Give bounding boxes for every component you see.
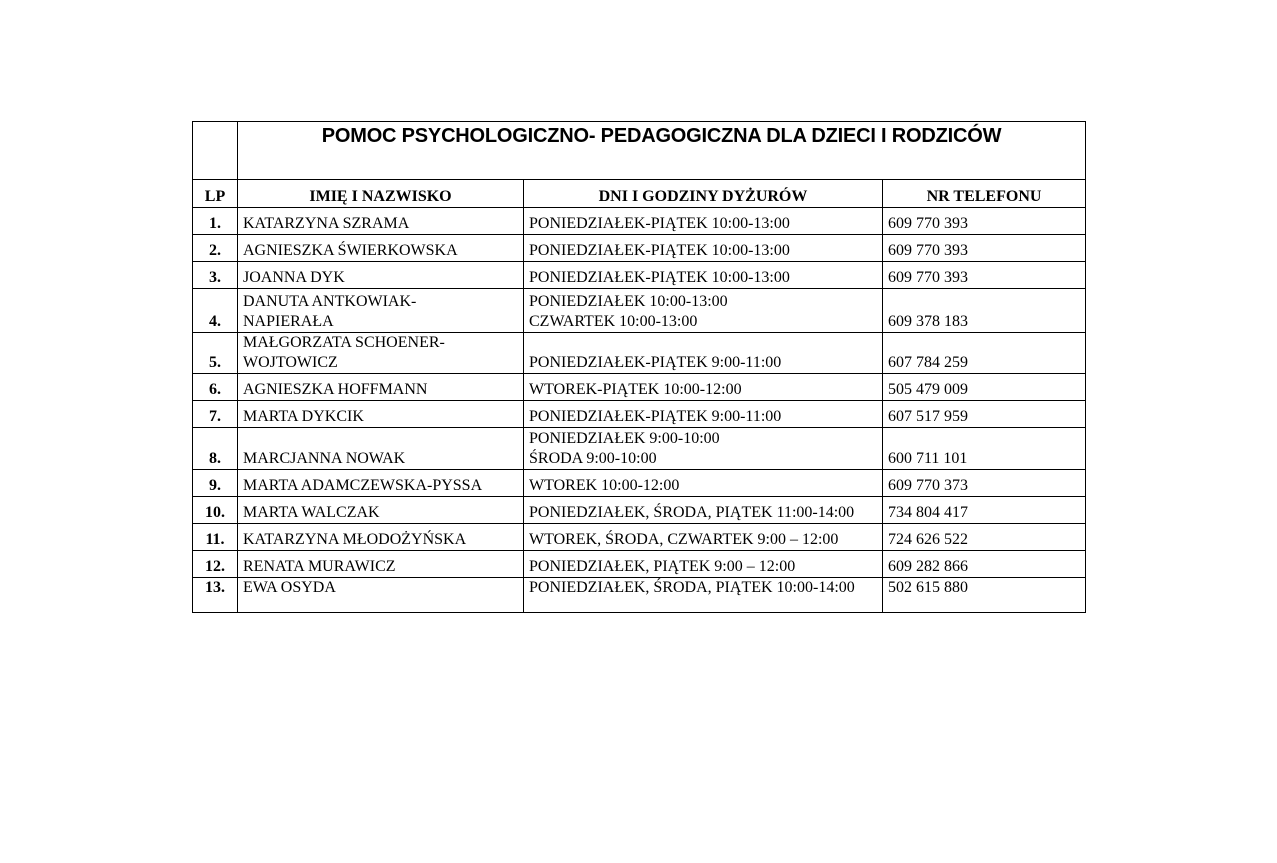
duty-hours-line: CZWARTEK 10:00-13:00 [529, 313, 698, 330]
person-name-line: NAPIERAŁA [243, 313, 334, 330]
duty-hours-line: PONIEDZIAŁEK-PIĄTEK 9:00-11:00 [529, 408, 782, 425]
phone-number: 607 784 259 [883, 333, 1086, 374]
phone-number: 505 479 009 [883, 374, 1086, 401]
duty-hours-cell [524, 289, 883, 333]
title-blank-cell [193, 122, 238, 180]
table-row [193, 551, 1086, 578]
phone-number: 609 770 393 [883, 235, 1086, 262]
person-name-cell [238, 470, 524, 497]
duty-hours-cell [524, 208, 883, 235]
header-hours: DNI I GODZINY DYŻURÓW [524, 180, 883, 208]
duty-hours-line: PONIEDZIAŁEK-PIĄTEK 9:00-11:00 [529, 354, 782, 371]
person-name-line: MARTA DYKCIK [243, 408, 364, 425]
table-row [193, 578, 1086, 613]
phone-number: 502 615 880 [883, 578, 1086, 613]
person-name-line: KATARZYNA SZRAMA [243, 215, 410, 232]
table-row [193, 208, 1086, 235]
duty-hours-line: PONIEDZIAŁEK, ŚRODA, PIĄTEK 11:00-14:00 [529, 504, 855, 521]
table-row [193, 428, 1086, 470]
person-name-line: WOJTOWICZ [243, 354, 338, 371]
duty-hours-cell [524, 262, 883, 289]
person-name-line: AGNIESZKA HOFFMANN [243, 381, 428, 398]
person-name-cell [238, 428, 524, 470]
table-row [193, 374, 1086, 401]
phone-number: 607 517 959 [883, 401, 1086, 428]
row-number: 7. [193, 401, 238, 428]
phone-number: 609 770 373 [883, 470, 1086, 497]
header-name: IMIĘ I NAZWISKO [238, 180, 524, 208]
table-row [193, 289, 1086, 333]
row-number: 6. [193, 374, 238, 401]
phone-number: 724 626 522 [883, 524, 1086, 551]
duty-hours-cell [524, 333, 883, 374]
duty-hours-line: PONIEDZIAŁEK-PIĄTEK 10:00-13:00 [529, 269, 790, 286]
person-name-line: DANUTA ANTKOWIAK- [243, 293, 417, 310]
phone-number: 609 282 866 [883, 551, 1086, 578]
duty-hours-cell [524, 235, 883, 262]
row-number: 1. [193, 208, 238, 235]
duty-hours-cell [524, 578, 883, 613]
duty-hours-cell [524, 497, 883, 524]
person-name-line: RENATA MURAWICZ [243, 558, 396, 575]
row-number: 10. [193, 497, 238, 524]
table-row [193, 401, 1086, 428]
person-name-line: MARTA ADAMCZEWSKA-PYSSA [243, 477, 483, 494]
duty-hours-line: PONIEDZIAŁEK-PIĄTEK 10:00-13:00 [529, 242, 790, 259]
table-row [193, 524, 1086, 551]
title-row [193, 122, 1086, 180]
phone-number: 600 711 101 [883, 428, 1086, 470]
phone-number: 609 378 183 [883, 289, 1086, 333]
duty-hours-line: WTOREK 10:00-12:00 [529, 477, 680, 494]
person-name-line: MAŁGORZATA SCHOENER- [243, 334, 445, 351]
row-number: 8. [193, 428, 238, 470]
person-name-cell [238, 333, 524, 374]
row-number: 4. [193, 289, 238, 333]
table-row [193, 497, 1086, 524]
person-name-line: MARTA WALCZAK [243, 504, 380, 521]
table-row [193, 262, 1086, 289]
person-name-line: MARCJANNA NOWAK [243, 450, 406, 467]
duty-hours-line: PONIEDZIAŁEK, ŚRODA, PIĄTEK 10:00-14:00 [529, 579, 855, 596]
table-title: POMOC PSYCHOLOGICZNO- PEDAGOGICZNA DLA DZIECI I RODZICÓW [238, 122, 1086, 180]
person-name-cell [238, 289, 524, 333]
person-name-line: KATARZYNA MŁODOŻYŃSKA [243, 531, 467, 548]
person-name-cell [238, 235, 524, 262]
person-name-cell [238, 208, 524, 235]
row-number: 11. [193, 524, 238, 551]
header-lp: LP [193, 180, 238, 208]
person-name-cell [238, 262, 524, 289]
duty-hours-line: PONIEDZIAŁEK 10:00-13:00 [529, 293, 728, 310]
person-name-line: EWA OSYDA [243, 579, 336, 596]
phone-number: 734 804 417 [883, 497, 1086, 524]
header-phone: NR TELEFONU [883, 180, 1086, 208]
table-row [193, 235, 1086, 262]
row-number: 5. [193, 333, 238, 374]
duty-hours-line: PONIEDZIAŁEK-PIĄTEK 10:00-13:00 [529, 215, 790, 232]
table-row [193, 470, 1086, 497]
row-number: 13. [193, 578, 238, 613]
person-name-line: JOANNA DYK [243, 269, 345, 286]
duty-schedule-table [192, 121, 1086, 613]
duty-hours-cell [524, 470, 883, 497]
row-number: 3. [193, 262, 238, 289]
duty-hours-cell [524, 428, 883, 470]
person-name-cell [238, 374, 524, 401]
row-number: 2. [193, 235, 238, 262]
header-row [193, 180, 1086, 208]
duty-hours-line: WTOREK-PIĄTEK 10:00-12:00 [529, 381, 742, 398]
row-number: 12. [193, 551, 238, 578]
person-name-cell [238, 524, 524, 551]
phone-number: 609 770 393 [883, 262, 1086, 289]
duty-hours-cell [524, 524, 883, 551]
table-row [193, 333, 1086, 374]
phone-number: 609 770 393 [883, 208, 1086, 235]
row-number: 9. [193, 470, 238, 497]
table-body [193, 122, 1086, 613]
person-name-cell [238, 401, 524, 428]
person-name-line: AGNIESZKA ŚWIERKOWSKA [243, 242, 458, 259]
duty-hours-line: PONIEDZIAŁEK, PIĄTEK 9:00 – 12:00 [529, 558, 796, 575]
duty-hours-cell [524, 374, 883, 401]
duty-hours-line: PONIEDZIAŁEK 9:00-10:00 [529, 430, 720, 447]
duty-hours-line: WTOREK, ŚRODA, CZWARTEK 9:00 – 12:00 [529, 531, 839, 548]
duty-hours-line: ŚRODA 9:00-10:00 [529, 450, 657, 467]
person-name-cell [238, 497, 524, 524]
person-name-cell [238, 551, 524, 578]
duty-hours-cell [524, 551, 883, 578]
person-name-cell [238, 578, 524, 613]
duty-hours-cell [524, 401, 883, 428]
